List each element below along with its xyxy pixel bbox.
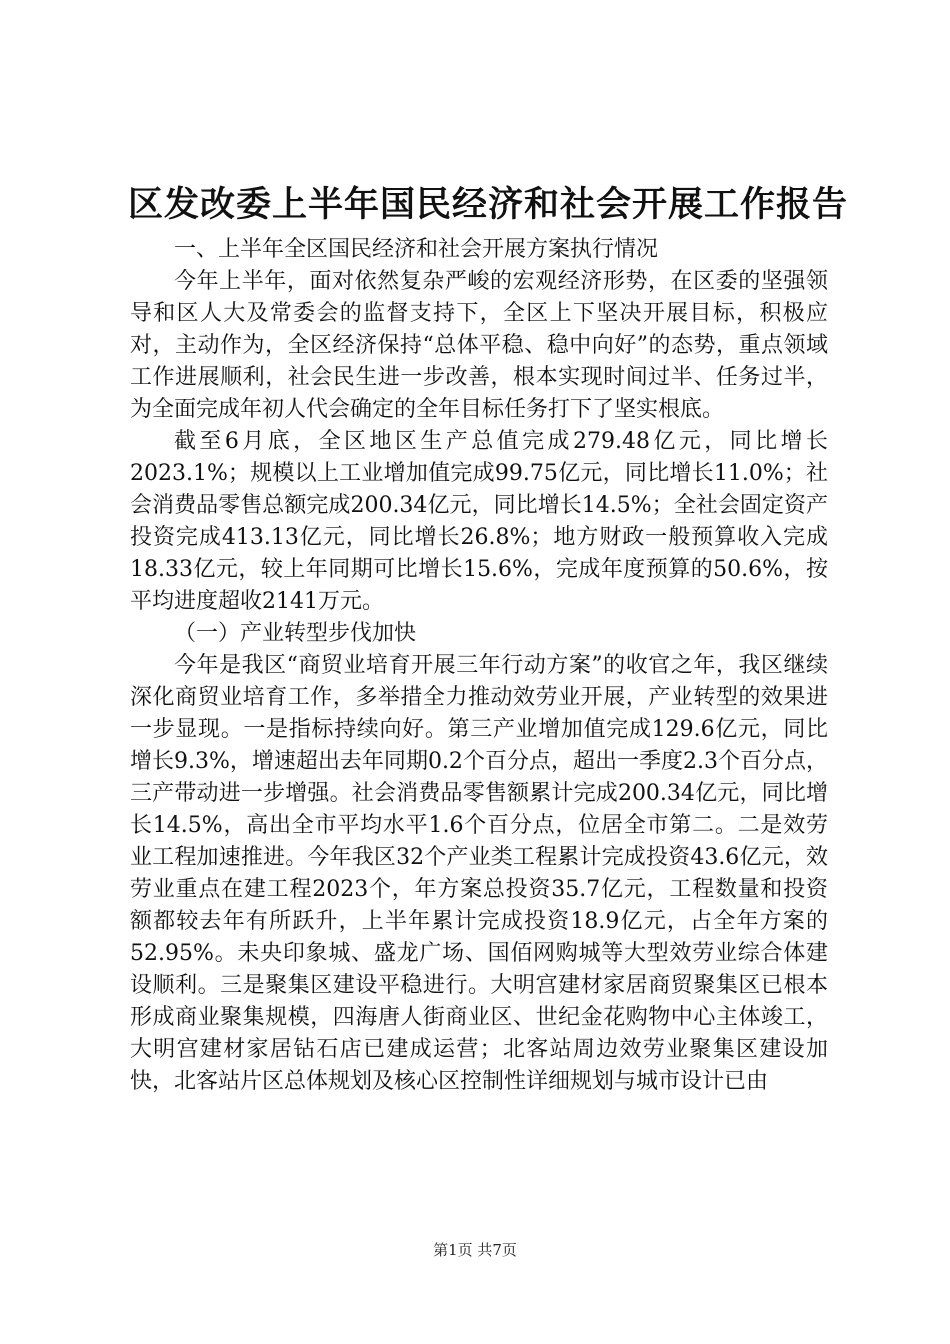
document-body bbox=[130, 234, 828, 1098]
paragraph: 今年上半年，面对依然复杂严峻的宏观经济形势，在区委的坚强领导和区人大及常委会的监督支持下，全区上下坚决开展目标，积极应对，主动作为，全区经济保持“总体平稳、稳中向好”的态势，重点领域工作进展顺利，社会民生进一步改善，根本实现时间过半、任务过半，为全面完成年初人代会确定的全年目标任务打下了坚实根底。 bbox=[130, 269, 828, 422]
document-title: 区发改委上半年国民经济和社会开展工作报告 bbox=[128, 184, 849, 225]
paragraph: 今年是我区“商贸业培育开展三年行动方案”的收官之年，我区继续深化商贸业培育工作，多举措全力推动效劳业开展，产业转型的效果进一步显现。一是指标持续向好。第三产业增加值完成129.6亿元，同比增长9.3%，增速超出去年同期0.2个百分点，超出一季度2.3个百分点，三产带动进一步增强。社会消费品零售额累计完成200.34亿元，同比增长14.5%，高出全市平均水平1.6个百分点，位居全市第二。二是效劳业工程加速推进。今年我区32个产业类工程累计完成投资43.6亿元，效劳业重点在建工程2023个，年方案总投资35.7亿元，工程数量和投资额都较去年有所跃升，上半年累计完成投资18.9亿元，占全年方案的52.95%。未央印象城、盛龙广场、国佰网购城等大型效劳业综合体建设顺利。三是聚集区建设平稳进行。大明宫建材家居商贸聚集区已根本形成商业聚集规模，四海唐人街商业区、世纪金花购物中心主体竣工，大明宫建材家居钻石店已建成运营；北客站周边效劳业聚集区建设加快，北客站片区总体规划及核心区控制性详细规划与城市设计已由 bbox=[130, 653, 828, 1094]
section-heading: 一、上半年全区国民经济和社会开展方案执行情况 bbox=[174, 237, 659, 262]
subsection-heading: （一）产业转型步伐加快 bbox=[174, 621, 417, 646]
page-footer: 第1页 共7页 bbox=[433, 1241, 517, 1259]
paragraph: 截至6月底，全区地区生产总值完成279.48亿元，同比增长2023.1%；规模以上工业增加值完成99.75亿元，同比增长11.0%；社会消费品零售总额完成200.34亿元，同比增长14.5%；全社会固定资产投资完成413.13亿元，同比增长26.8%；地方财政一般预算收入完成18.33亿元，较上年同期可比增长15.6%，完成年度预算的50.6%，按平均进度超收2141万元。 bbox=[130, 429, 828, 614]
